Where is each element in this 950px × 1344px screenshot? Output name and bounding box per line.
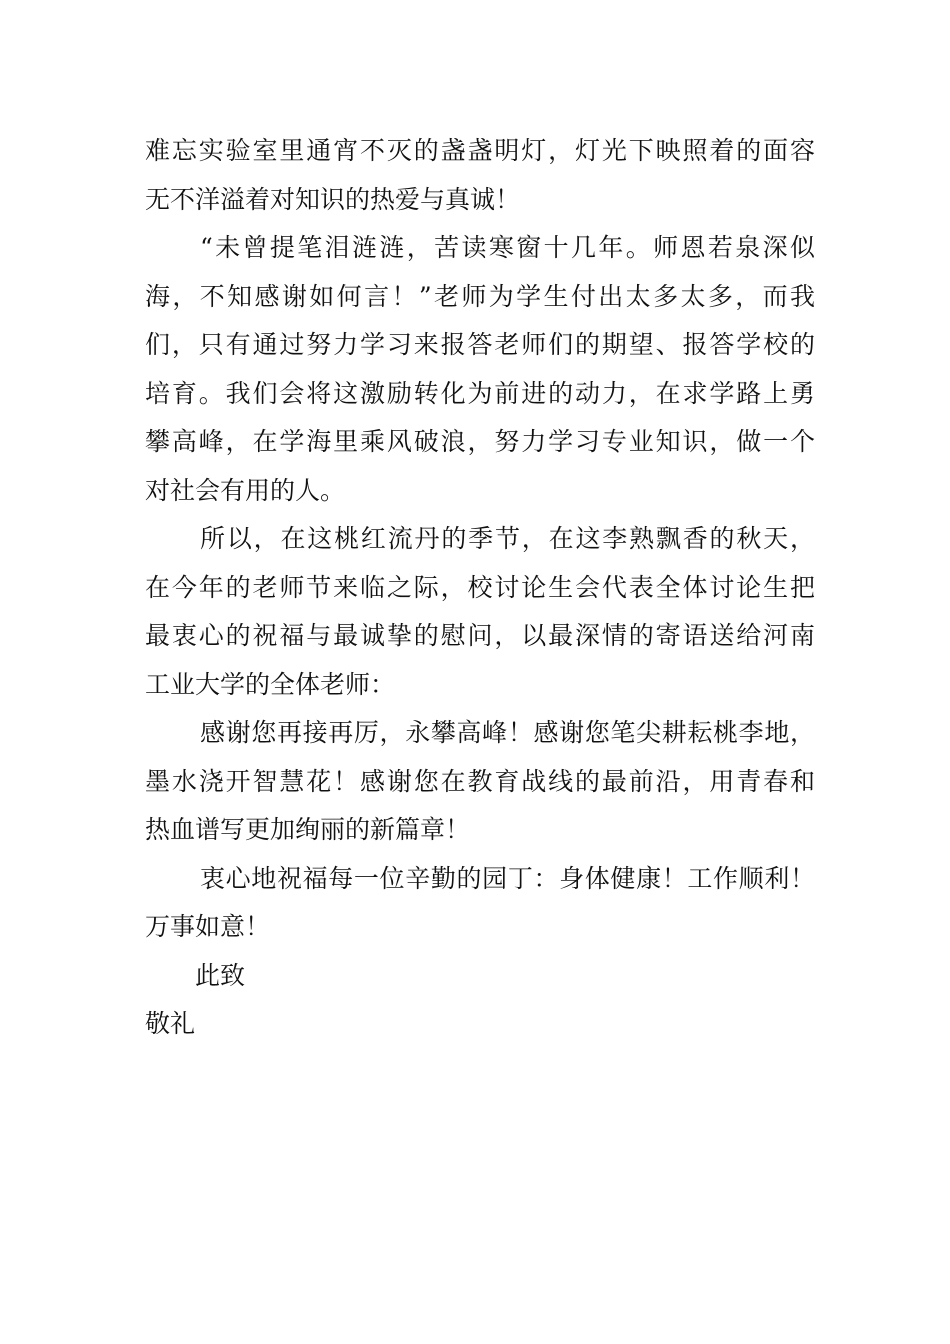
paragraph-line: 热血谱写更加绚丽的新篇章！ (145, 815, 471, 844)
closing-regards: 敬礼 (145, 1009, 196, 1038)
paragraph-line: 感谢您再接再厉，永攀高峰！感谢您笔尖耕耘桃李地， (200, 718, 815, 747)
paragraph-line: 衷心地祝福每一位辛勤的园丁：身体健康！工作顺利！ (200, 863, 815, 893)
paragraph-line: 无不洋溢着对知识的热爱与真诚！ (145, 184, 521, 214)
paragraph-line: 在今年的老师节来临之际，校讨论生会代表全体讨论生把 (145, 572, 815, 602)
letter-body (145, 127, 815, 1049)
paragraph-line: 培育。我们会将这激励转化为前进的动力，在求学路上勇 (145, 378, 815, 408)
paragraph-line: 所以，在这桃红流丹的季节，在这李熟飘香的秋天， (200, 524, 815, 553)
paragraph-line: 攀高峰，在学海里乘风破浪，努力学习专业知识，做一个 (145, 427, 815, 456)
paragraph-line: 最衷心的祝福与最诚挚的慰问，以最深情的寄语送给河南 (145, 621, 815, 650)
paragraph-line: 墨水浇开智慧花！感谢您在教育战线的最前沿，用青春和 (145, 766, 815, 796)
paragraph-line: “未曾提笔泪涟涟，苦读寒窗十几年。师恩若泉深似 (200, 233, 815, 262)
paragraph-line: 们，只有通过努力学习来报答老师们的期望、报答学校的 (145, 330, 815, 359)
paragraph-line: 海，不知感谢如何言！”老师为学生付出太多太多，而我 (145, 281, 815, 311)
paragraph-line: 难忘实验室里通宵不灭的盏盏明灯，灯光下映照着的面容 (145, 136, 815, 165)
paragraph-line: 工业大学的全体老师： (145, 669, 396, 699)
paragraph-line: 万事如意！ (145, 912, 271, 941)
paragraph-line: 对社会有用的人。 (145, 475, 346, 505)
closing-salutation: 此致 (195, 960, 246, 990)
